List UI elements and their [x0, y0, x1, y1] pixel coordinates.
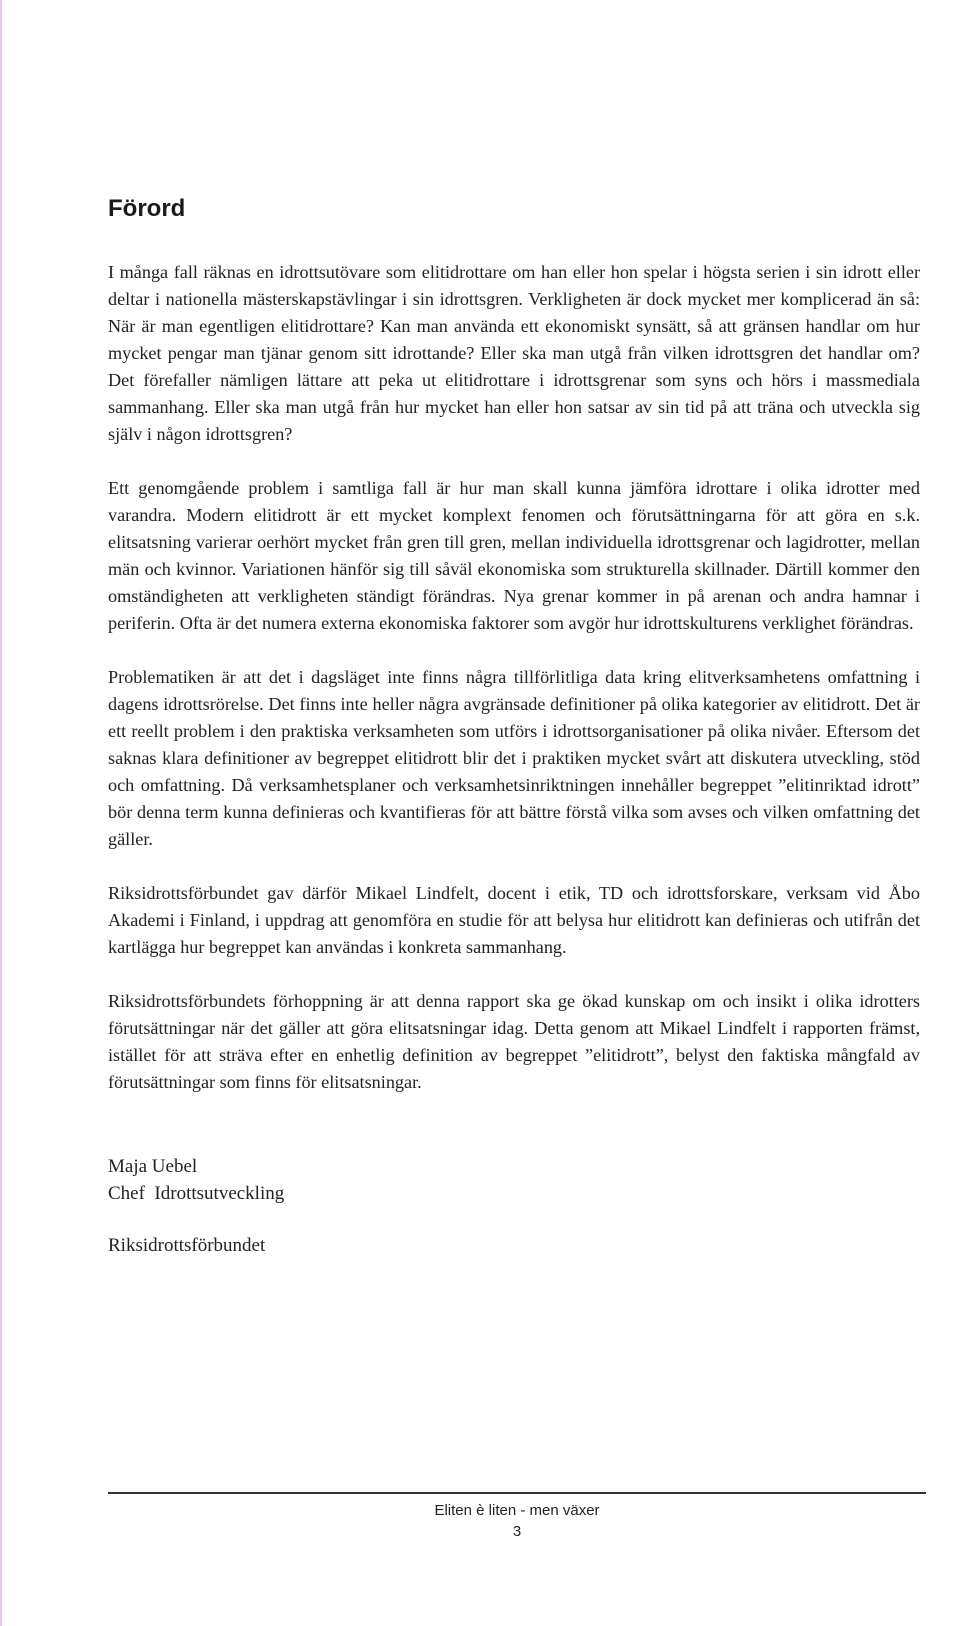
signature-role: Chef Idrottsutveckling: [108, 1183, 285, 1204]
paragraph-3: Problematiken är att det i dagsläget inte finns några tillförlitliga data kring elitverksamhetens omfattning i dagens idrottsrörelse. Det finns inte heller några avgränsade definitioner på olika kategorier av elitidrott. Det är ett reellt problem i den praktiska verksamheten som utförs i idrottsorganisationer på olika nivåer. Eftersom det saknas klara definitioner av begreppet elitidrott blir det i praktiken mycket svårt att diskutera utveckling, stöd och omfattning. Då verksamhetsplaner och verksamhetsinriktningen innehåller begreppet ”elitinriktad idrott” bör denna term kunna definieras och kvantifieras för att bättre förstå vilka som avses och vilken omfattning det gäller.: [108, 667, 920, 849]
paragraph-5: Riksidrottsförbundets förhoppning är att denna rapport ska ge ökad kunskap om och insikt i olika idrotters förutsättningar när det gäller att göra elitsatsningar idag. Detta genom att Mikael Lindfelt i rapporten främst, istället för att sträva efter en enhetlig definition av begreppet ”elitidrott”, belyst den faktiska mångfald av förutsättningar som finns för elitsatsningar.: [108, 991, 920, 1092]
page-number: 3: [512, 1523, 522, 1540]
paragraph-2: Ett genomgående problem i samtliga fall är hur man skall kunna jämföra idrottare i olika idrotter med varandra. Modern elitidrott är ett mycket komplext fenomen och förutsättningarna för att göra en s.k. elitsatsning varierar oerhört mycket från gren till gren, mellan individuella idrottsgrenar och lagidrotter, mellan män och kvinnor. Variationen hänför sig till såväl ekonomiska som strukturella skillnader. Därtill kommer den omständigheten att verkligheten ständigt förändras. Nya grenar kommer in på arenan och andra hamnar i periferin. Ofta är det numera externa ekonomiska faktorer som avgör hur idrottskulturens verklighet förändras.: [108, 478, 920, 633]
signature-name: Maja Uebel: [108, 1156, 198, 1177]
running-title: Eliten è liten - men växer: [434, 1502, 600, 1519]
page-title: Förord: [108, 195, 186, 222]
paragraph-4: Riksidrottsförbundet gav därför Mikael Lindfelt, docent i etik, TD och idrottsforskare, verksam vid Åbo Akademi i Finland, i uppdrag att genomföra en studie för att belysa hur elitidrott kan definieras och utifrån det kartlägga hur begreppet kan användas i konkreta sammanhang.: [108, 883, 920, 957]
page-edge-mark: [0, 0, 2, 1626]
signature-organization: Riksidrottsförbundet: [108, 1235, 266, 1256]
footer-divider: [108, 1492, 926, 1494]
paragraph-1: I många fall räknas en idrottsutövare som elitidrottare om han eller hon spelar i högsta serien i sin idrott eller deltar i nationella mästerskapstävlingar i sin idrottsgren. Verkligheten är dock mycket mer komplicerad än så: När är man egentligen elitidrottare? Kan man använda ett ekonomiskt synsätt, så att gränsen handlar om hur mycket pengar man tjänar genom sitt idrottande? Eller ska man utgå från vilken idrottsgren det handlar om? Det förefaller nämligen lättare att peka ut elitidrottare i idrottsgrenar som syns och hörs i massmediala sammanhang. Eller ska man utgå från hur mycket han eller hon satsar av sin tid på att träna och utveckla sig själv i någon idrottsgren?: [108, 262, 920, 444]
document-body: [108, 195, 920, 1259]
page-footer: [108, 1500, 926, 1542]
signature-block: [108, 1153, 920, 1259]
